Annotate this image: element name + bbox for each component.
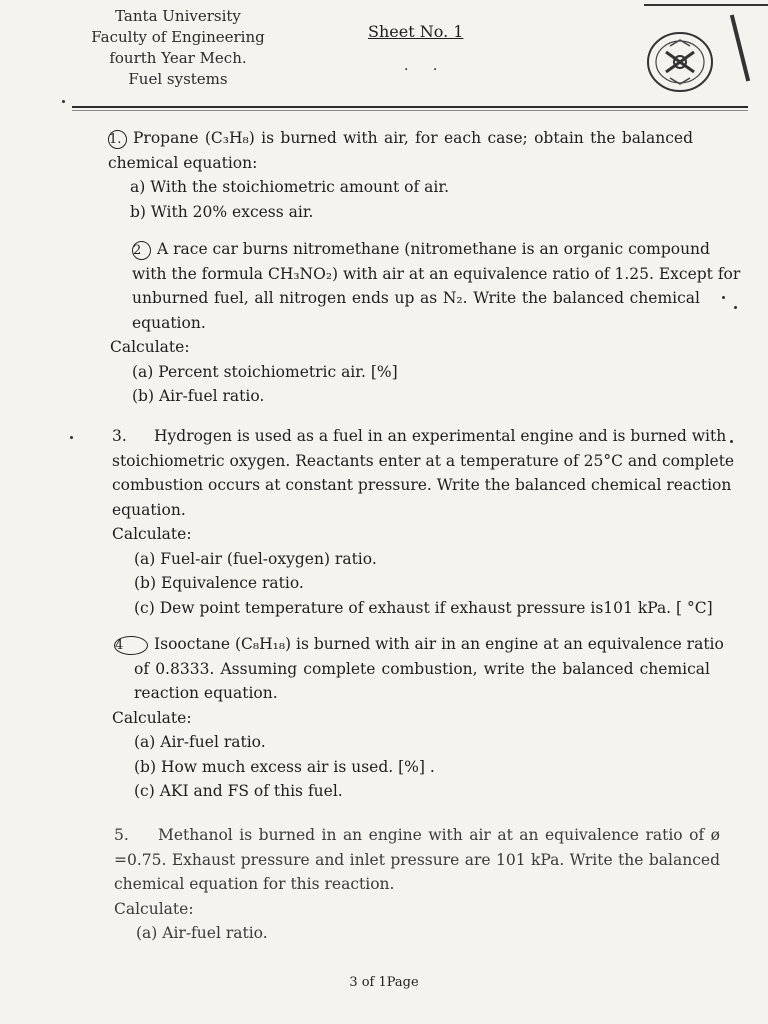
question-text-line: stoichiometric oxygen. Reactants enter at a temperature of 25°C and complete: [112, 451, 735, 470]
question-3: [112, 424, 735, 620]
question-number-badge: 4: [114, 636, 148, 655]
sheet-number: Sheet No. 1: [368, 22, 464, 41]
year-label: fourth Year Mech.: [109, 49, 247, 67]
question-text-line: of 0.8333. Assuming complete combustion, write the balanced chemical: [134, 659, 710, 678]
question-text-line: =0.75. Exhaust pressure and inlet pressure are 101 kPa. Write the balanced: [114, 850, 720, 869]
question-number: 3.: [112, 427, 127, 445]
corner-line: [644, 4, 768, 6]
question-part-a: (a) Percent stoichiometric air. [%]: [132, 362, 398, 381]
question-text-line: Methanol is burned in an engine with air at an equivalence ratio of ø: [158, 826, 720, 844]
margin-dot: [734, 306, 737, 309]
margin-dot: [70, 436, 73, 439]
question-4: [112, 632, 724, 804]
question-number-badge: 1.: [108, 130, 127, 149]
question-part-c: (c) Dew point temperature of exhaust if exhaust pressure is101 kPa. [ °C]: [134, 598, 713, 617]
margin-dot: [722, 296, 725, 299]
question-1: [108, 126, 693, 224]
calculate-heading: Calculate:: [110, 338, 190, 356]
header-dots: . .: [404, 58, 448, 74]
faculty-name: Faculty of Engineering: [91, 28, 265, 46]
question-text-line: equation.: [132, 313, 206, 332]
calculate-heading: Calculate:: [114, 899, 194, 918]
question-text-line: chemical equation for this reaction.: [114, 875, 395, 893]
question-text-line: Propane (C₃H₈) is burned with air, for each case; obtain the balanced: [133, 129, 693, 147]
university-name: Tanta University: [115, 7, 241, 25]
question-part-b: b) With 20% excess air.: [130, 202, 314, 221]
corner-stroke: [730, 15, 750, 82]
header-divider: [72, 106, 748, 108]
question-text-line: chemical equation:: [108, 153, 258, 172]
question-text-line: Isooctane (C₈H₁₈) is burned with air in an engine at an equivalence ratio: [154, 635, 724, 653]
calculate-heading: Calculate:: [112, 525, 192, 543]
question-2: [110, 237, 741, 409]
question-part-a: (a) Fuel-air (fuel-oxygen) ratio.: [134, 549, 377, 568]
question-number-badge: 2: [132, 241, 151, 260]
question-part-a: a) With the stoichiometric amount of air.: [130, 178, 449, 196]
question-number: 5.: [114, 826, 129, 844]
question-5: [114, 823, 720, 946]
margin-dot: [730, 440, 733, 443]
university-seal-icon: [646, 30, 714, 94]
course-name: Fuel systems: [128, 70, 228, 88]
question-text-line: combustion occurs at constant pressure. Write the balanced chemical reaction: [112, 476, 732, 494]
question-part-a: (a) Air-fuel ratio.: [134, 733, 266, 751]
page-number: 3 of 1Page: [349, 975, 419, 990]
margin-dot: [62, 100, 65, 103]
question-part-b: (b) Air-fuel ratio.: [132, 387, 265, 405]
question-part-b: (b) Equivalence ratio.: [134, 574, 304, 592]
calculate-heading: Calculate:: [112, 708, 192, 727]
question-text-line: Hydrogen is used as a fuel in an experimental engine and is burned with: [154, 427, 727, 445]
header-institution: [78, 6, 278, 90]
question-part-b: (b) How much excess air is used. [%] .: [134, 757, 435, 776]
question-part-a: (a) Air-fuel ratio.: [136, 924, 268, 942]
question-text-line: unburned fuel, all nitrogen ends up as N₂. Write the balanced chemical: [132, 289, 700, 307]
question-text-line: equation.: [112, 500, 186, 519]
question-text-line: with the formula CH₃NO₂) with air at an equivalence ratio of 1.25. Except for: [132, 264, 741, 283]
question-part-c: (c) AKI and FS of this fuel.: [134, 782, 343, 800]
question-text-line: A race car burns nitromethane (nitromethane is an organic compound: [157, 240, 710, 258]
header-divider-thin: [72, 110, 748, 111]
question-text-line: reaction equation.: [134, 684, 278, 702]
